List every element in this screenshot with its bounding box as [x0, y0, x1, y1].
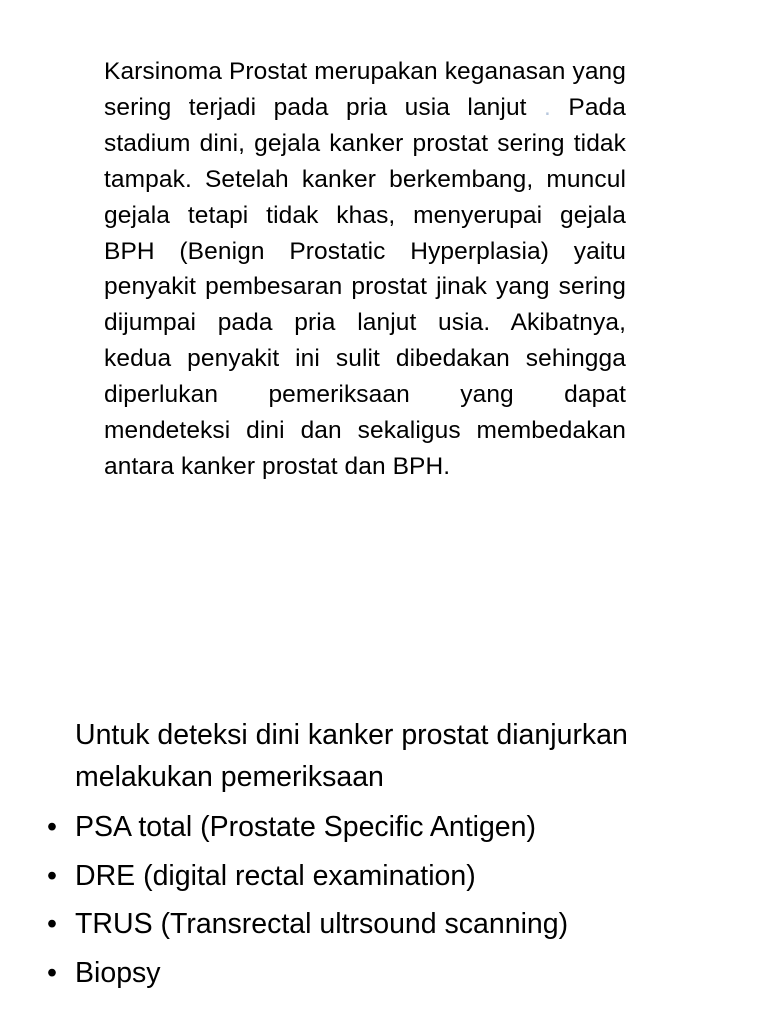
exam-list [0, 803, 768, 997]
exam-list-item-trus [0, 900, 768, 949]
recommendation-lead: Untuk deteksi dini kanker prostat dianjurkan melakukan pemeriksaan [75, 719, 628, 793]
exam-list-item-label: TRUS (Transrectal ultrsound scanning) [75, 908, 569, 940]
exam-list-item-label: Biopsy [75, 956, 161, 989]
exam-list-item-dre [0, 852, 768, 901]
paragraph-text-part-2: Pada stadium dini, gejala kanker prostat sering tidak tampak. Setelah kanker berkembang, muncul gejala tetapi tidak khas, menyerupai gejala BPH (Benign Prostatic Hyperplasia) yaitu penyakit pembesaran prostat jinak yang sering dijumpai pada pria lanjut usia. Akibatnya, kedua penyakit ini sulit dibedakan sehingga diperlukan pemeriksaan yang dapat mendeteksi dini dan sekaligus membedakan antara kanker prostat dan BPH. [104, 93, 627, 480]
exam-list-item-biopsy [0, 949, 768, 998]
bullet-icon: • [47, 859, 57, 892]
intro-paragraph [104, 54, 626, 485]
paragraph-text-part-1: Karsinoma Prostat merupakan keganasan yang sering terjadi pada pria usia lanjut [104, 58, 626, 121]
exam-list-item-label: DRE (digital rectal examination) [75, 859, 476, 892]
bullet-icon: • [47, 908, 57, 940]
bullet-icon: • [47, 811, 57, 843]
bullet-icon: • [47, 956, 57, 989]
paragraph-dot-mark: . [544, 93, 551, 121]
exam-list-item-psa [0, 803, 768, 852]
exam-list-item-label: PSA total (Prostate Specific Antigen) [75, 811, 536, 843]
